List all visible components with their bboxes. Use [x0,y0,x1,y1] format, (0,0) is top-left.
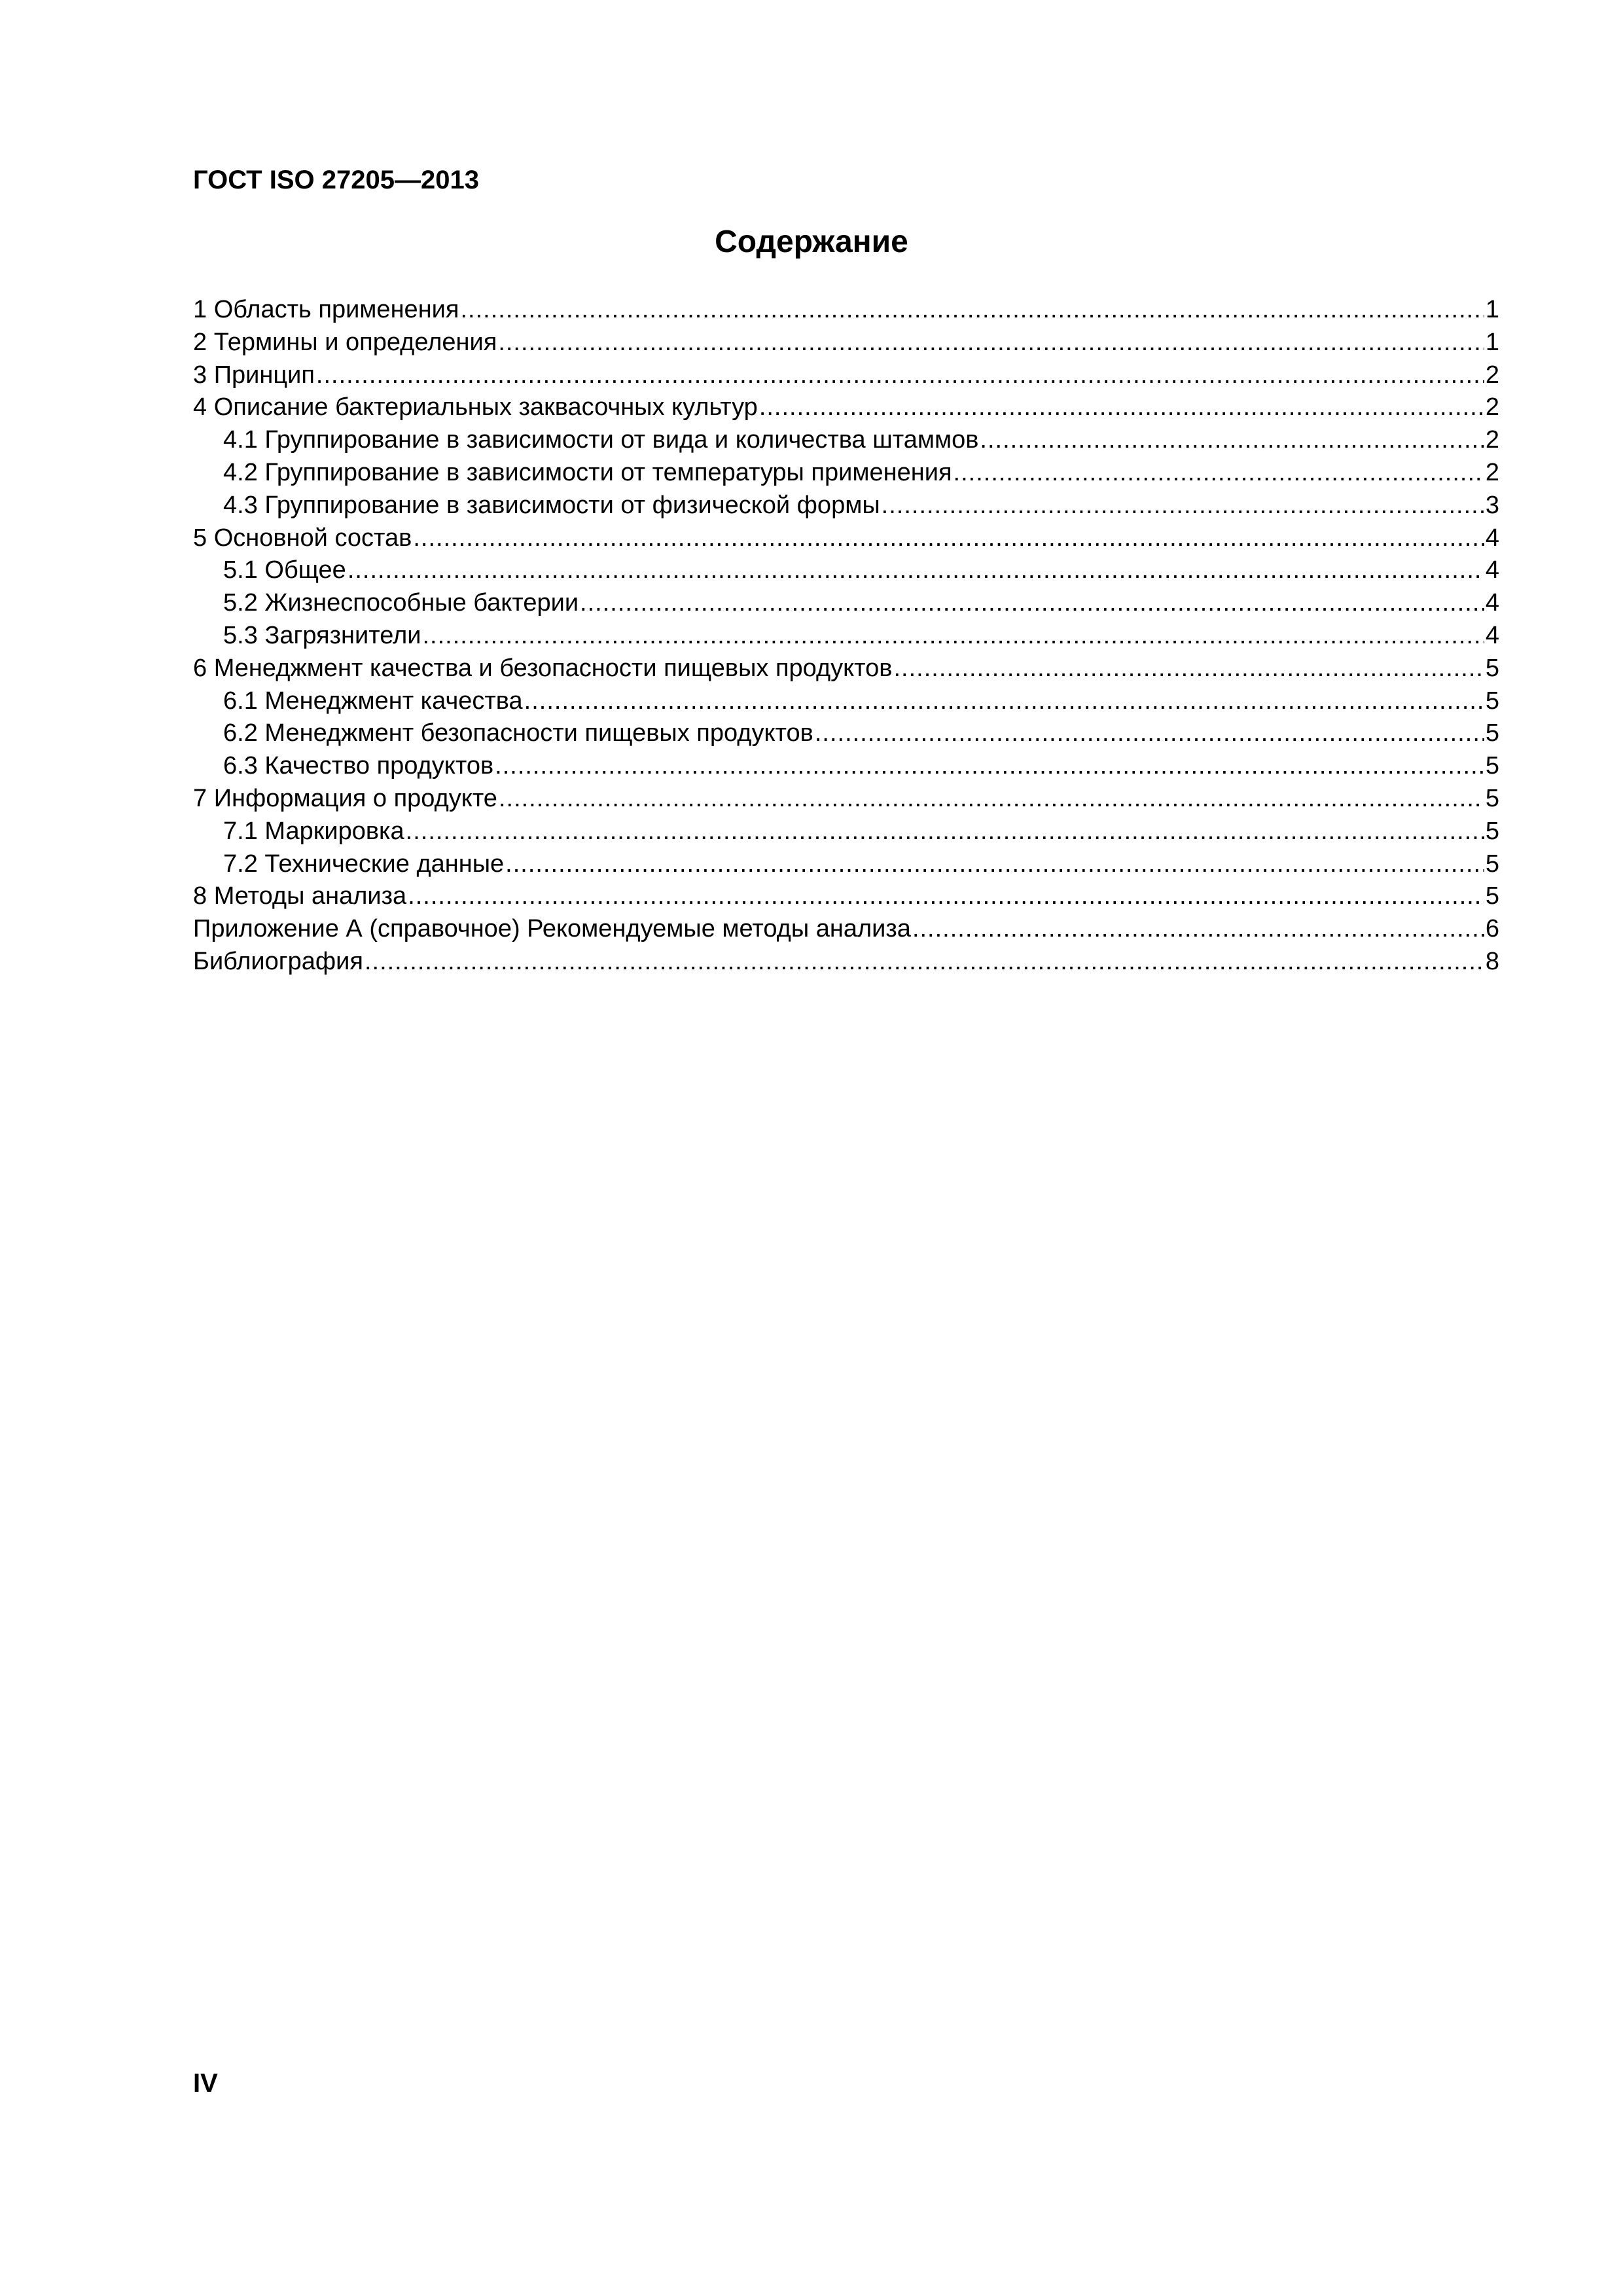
toc-dot-leader [580,587,1484,620]
toc-subentry[interactable] [193,685,1499,718]
toc-entry-page: 2 [1485,426,1499,454]
toc-entry-label: 3 Принцип [193,361,315,389]
toc-dot-leader [912,913,1484,946]
toc-dot-leader [505,848,1484,881]
toc-subentry[interactable] [193,587,1499,620]
toc-entry-page: 3 [1485,491,1499,519]
toc-subentry[interactable] [193,848,1499,881]
toc-dot-leader [498,327,1484,359]
toc-dot-leader [406,816,1484,848]
toc-subentry[interactable] [193,424,1499,457]
toc-entry-page: 2 [1485,393,1499,422]
toc-dot-leader [499,783,1484,816]
toc-entry[interactable] [193,946,1499,978]
toc-entry-page: 5 [1485,654,1499,682]
toc-subentry[interactable] [193,816,1499,848]
toc-entry-page: 4 [1485,621,1499,649]
toc-dot-leader [815,717,1484,750]
toc-subentry[interactable] [193,554,1499,587]
toc-entry[interactable] [193,783,1499,816]
toc-entry[interactable] [193,294,1499,327]
toc-entry-label: 2 Термины и определения [193,328,497,356]
toc-entry-label: 4.1 Группирование в зависимости от вида и количества штаммов [223,426,979,454]
toc-subentry[interactable] [193,457,1499,490]
toc-entry-page: 8 [1485,947,1499,975]
toc-entry-page: 1 [1485,296,1499,323]
toc-dot-leader [954,457,1484,490]
toc-dot-leader [882,490,1484,522]
toc-entry-page: 5 [1485,882,1499,910]
toc-dot-leader [893,653,1484,685]
toc-entry-page: 1 [1485,328,1499,356]
toc-entry-page: 2 [1485,458,1499,486]
toc-entry-label: 7.2 Технические данные [223,850,505,878]
toc-entry-label: 6 Менеджмент качества и безопасности пищевых продуктов [193,654,893,682]
toc-entry-label: Библиография [193,947,363,975]
toc-dot-leader [316,359,1484,392]
toc-entry-page: 4 [1485,589,1499,617]
toc-entry-page: 4 [1485,524,1499,552]
toc-entry-page: 5 [1485,817,1499,845]
toc-entry-label: 5.1 Общее [223,556,346,584]
toc-subentry[interactable] [193,717,1499,750]
toc-entry-label: 4.2 Группирование в зависимости от температуры применения [223,458,952,486]
toc-entry-page: 6 [1485,915,1499,943]
toc-entry-label: 5.3 Загрязнители [223,621,421,649]
toc-entry[interactable] [193,653,1499,685]
toc-entry-label: 4 Описание бактериальных заквасочных культур [193,393,758,422]
toc-subentry[interactable] [193,490,1499,522]
toc-dot-leader [348,554,1484,587]
toc-entry-label: 7 Информация о продукте [193,784,497,812]
table-of-contents [193,294,1499,978]
toc-entry-page: 5 [1485,784,1499,812]
toc-dot-leader [423,620,1484,653]
toc-entry-page: 5 [1485,752,1499,780]
toc-dot-leader [495,750,1484,783]
document-code: ГОСТ ISO 27205—2013 [193,166,479,194]
toc-dot-leader [460,294,1484,327]
toc-subentry[interactable] [193,620,1499,653]
toc-entry-label: Приложение А (справочное) Рекомендуемые методы анализа [193,915,911,943]
toc-subentry[interactable] [193,750,1499,783]
toc-entry[interactable] [193,913,1499,946]
toc-entry-label: 8 Методы анализа [193,882,407,910]
toc-entry[interactable] [193,522,1499,555]
toc-entry[interactable] [193,327,1499,359]
toc-dot-leader [980,424,1484,457]
toc-entry-label: 7.1 Маркировка [223,817,404,845]
toc-entry-page: 5 [1485,687,1499,715]
toc-entry-label: 6.1 Менеджмент качества [223,687,523,715]
toc-entry-label: 6.3 Качество продуктов [223,752,494,780]
toc-dot-leader [408,880,1484,913]
toc-entry-page: 5 [1485,850,1499,878]
toc-entry-label: 6.2 Менеджмент безопасности пищевых продуктов [223,719,813,747]
toc-dot-leader [365,946,1484,978]
toc-dot-leader [524,685,1484,718]
toc-title: Содержание [715,224,908,259]
toc-entry-label: 5.2 Жизнеспособные бактерии [223,589,579,617]
page-number: IV [193,2069,218,2098]
toc-entry-page: 2 [1485,361,1499,389]
toc-dot-leader [759,391,1484,424]
toc-entry[interactable] [193,359,1499,392]
toc-entry-page: 5 [1485,719,1499,747]
toc-entry-label: 4.3 Группирование в зависимости от физической формы [223,491,880,519]
toc-entry-label: 1 Область применения [193,296,459,323]
toc-entry-page: 4 [1485,556,1499,584]
toc-entry-label: 5 Основной состав [193,524,412,552]
toc-entry[interactable] [193,391,1499,424]
toc-entry[interactable] [193,880,1499,913]
toc-dot-leader [413,522,1484,555]
